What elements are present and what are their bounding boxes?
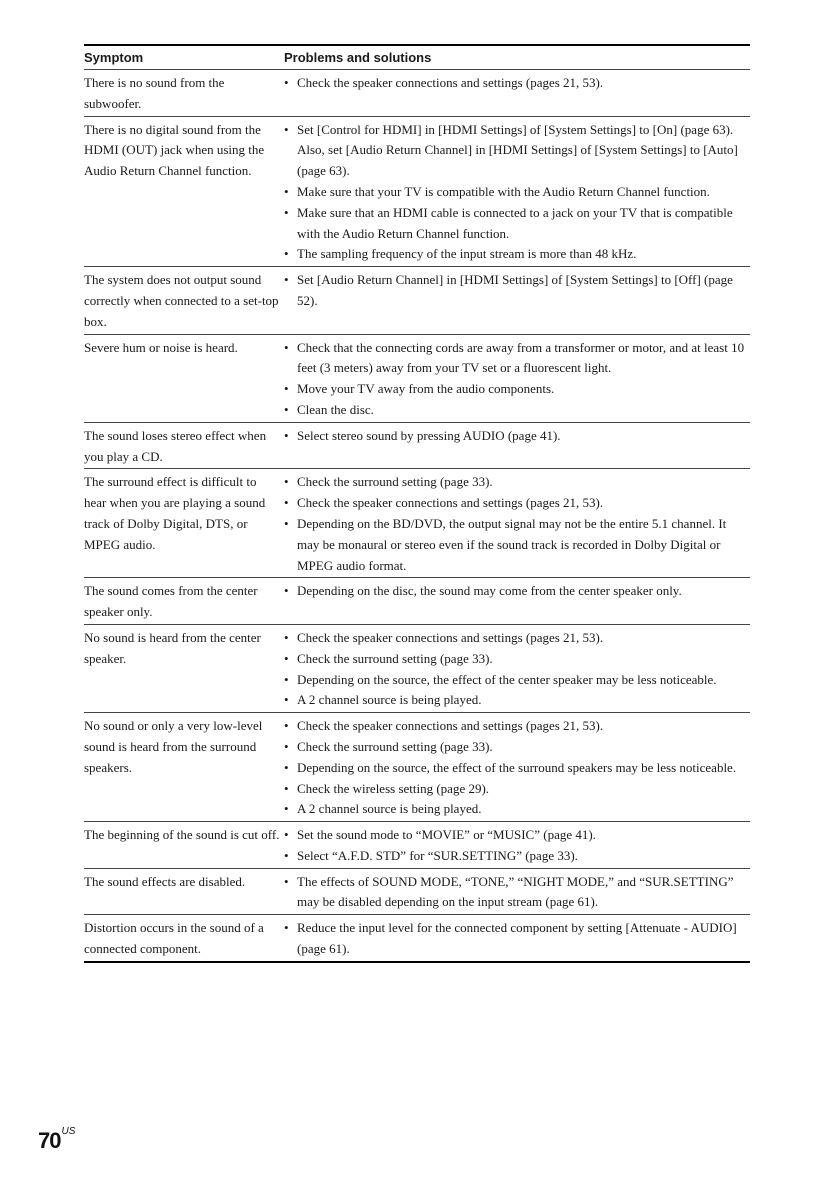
table-header-row [84, 46, 750, 70]
solution-item: • Check the surround setting (page 33). [284, 649, 750, 670]
solution-item: • Make sure that an HDMI cable is connected to a jack on your TV that is compatible with the Audio Return Channel function. [284, 203, 750, 245]
solutions-cell [284, 628, 750, 711]
solution-item: • Move your TV away from the audio components. [284, 379, 750, 400]
solution-item: • Check the speaker connections and settings (pages 21, 53). [284, 73, 750, 94]
solution-item: • Check the speaker connections and settings (pages 21, 53). [284, 716, 750, 737]
solutions-cell [284, 716, 750, 820]
solution-item: • Set [Audio Return Channel] in [HDMI Settings] of [System Settings] to [Off] (page 52). [284, 270, 750, 312]
table-row [84, 469, 750, 578]
symptom-cell: Distortion occurs in the sound of a connected component. [84, 920, 264, 957]
table-row [84, 915, 750, 963]
table-row [84, 822, 750, 869]
table-row [84, 625, 750, 713]
solution-item: • Check the surround setting (page 33). [284, 472, 750, 493]
solution-item: • Depending on the source, the effect of the center speaker may be less noticeable. [284, 670, 750, 691]
solution-item: • Select stereo sound by pressing AUDIO (page 41). [284, 426, 750, 447]
solution-item: • The effects of SOUND MODE, “TONE,” “NIGHT MODE,” and “SUR.SETTING” may be disabled depending on the input stream (page 61). [284, 872, 750, 914]
solution-item: • Depending on the source, the effect of the surround speakers may be less noticeable. [284, 758, 750, 779]
solution-item: • Make sure that your TV is compatible with the Audio Return Channel function. [284, 182, 750, 203]
solutions-cell [284, 270, 750, 332]
symptom-cell: There is no sound from the subwoofer. [84, 75, 225, 111]
solutions-cell [284, 872, 750, 914]
table-row [84, 713, 750, 822]
symptom-cell: The system does not output sound correctly when connected to a set-top box. [84, 272, 279, 329]
solutions-cell [284, 120, 750, 266]
solution-item: • Clean the disc. [284, 400, 750, 421]
solutions-cell [284, 825, 750, 867]
symptom-cell: There is no digital sound from the HDMI (OUT) jack when using the Audio Return Channel function. [84, 121, 265, 179]
solutions-cell [284, 918, 750, 960]
solution-item: • Select “A.F.D. STD” for “SUR.SETTING” (page 33). [284, 846, 750, 867]
solution-item: • Check that the connecting cords are away from a transformer or motor, and at least 10 feet (3 meters) away from your TV set or a fluorescent light. [284, 338, 750, 380]
table-row [84, 869, 750, 916]
solution-item: • Set [Control for HDMI] in [HDMI Settings] of [System Settings] to [On] (page 63). Also, set [Audio Return Channel] in [HDMI Settings] of [System Settings] to [Auto] (page 63). [284, 120, 750, 182]
troubleshooting-table [84, 44, 750, 963]
table-row [84, 335, 750, 423]
solution-item: • Depending on the disc, the sound may come from the center speaker only. [284, 581, 750, 602]
symptom-cell: The sound loses stereo effect when you play a CD. [84, 427, 267, 464]
solution-item: • A 2 channel source is being played. [284, 799, 750, 820]
table-row [84, 578, 750, 625]
solutions-cell [284, 426, 750, 468]
solution-item: • The sampling frequency of the input stream is more than 48 kHz. [284, 244, 750, 265]
solution-item: • Depending on the BD/DVD, the output signal may not be the entire 5.1 channel. It may be monaural or stereo even if the sound track is recorded in Dolby Digital or MPEG audio format. [284, 514, 750, 576]
solution-item: • A 2 channel source is being played. [284, 690, 750, 711]
symptom-cell: The surround effect is difficult to hear when you are playing a sound track of Dolby Digital, DTS, or MPEG audio. [84, 474, 266, 552]
page-number [38, 1128, 75, 1154]
solutions-column-header: Problems and solutions [284, 50, 432, 65]
solutions-cell [284, 73, 750, 115]
solution-item: • Check the wireless setting (page 29). [284, 779, 750, 800]
symptom-cell: No sound or only a very low-level sound is heard from the surround speakers. [84, 718, 263, 775]
troubleshooting-page [84, 44, 750, 963]
table-row [84, 267, 750, 334]
table-row [84, 70, 750, 117]
solutions-cell [284, 338, 750, 421]
page-number-value: 70 [38, 1128, 61, 1153]
symptom-cell: Severe hum or noise is heard. [84, 339, 238, 355]
solution-item: • Check the speaker connections and settings (pages 21, 53). [284, 628, 750, 649]
solution-item: • Check the surround setting (page 33). [284, 737, 750, 758]
symptom-cell: The sound effects are disabled. [84, 873, 246, 889]
solutions-cell [284, 472, 750, 576]
symptom-cell: The beginning of the sound is cut off. [84, 827, 280, 843]
region-suffix: US [61, 1126, 76, 1137]
symptom-cell: The sound comes from the center speaker only. [84, 583, 258, 620]
table-row [84, 423, 750, 470]
table-row [84, 117, 750, 268]
symptom-cell: No sound is heard from the center speaker. [84, 629, 261, 666]
solution-item: • Set the sound mode to “MOVIE” or “MUSIC” (page 41). [284, 825, 750, 846]
solutions-cell [284, 581, 750, 623]
solution-item: • Check the speaker connections and settings (pages 21, 53). [284, 493, 750, 514]
table-body [84, 70, 750, 963]
solution-item: • Reduce the input level for the connected component by setting [Attenuate - AUDIO] (page 61). [284, 918, 750, 960]
symptom-column-header: Symptom [84, 50, 144, 65]
